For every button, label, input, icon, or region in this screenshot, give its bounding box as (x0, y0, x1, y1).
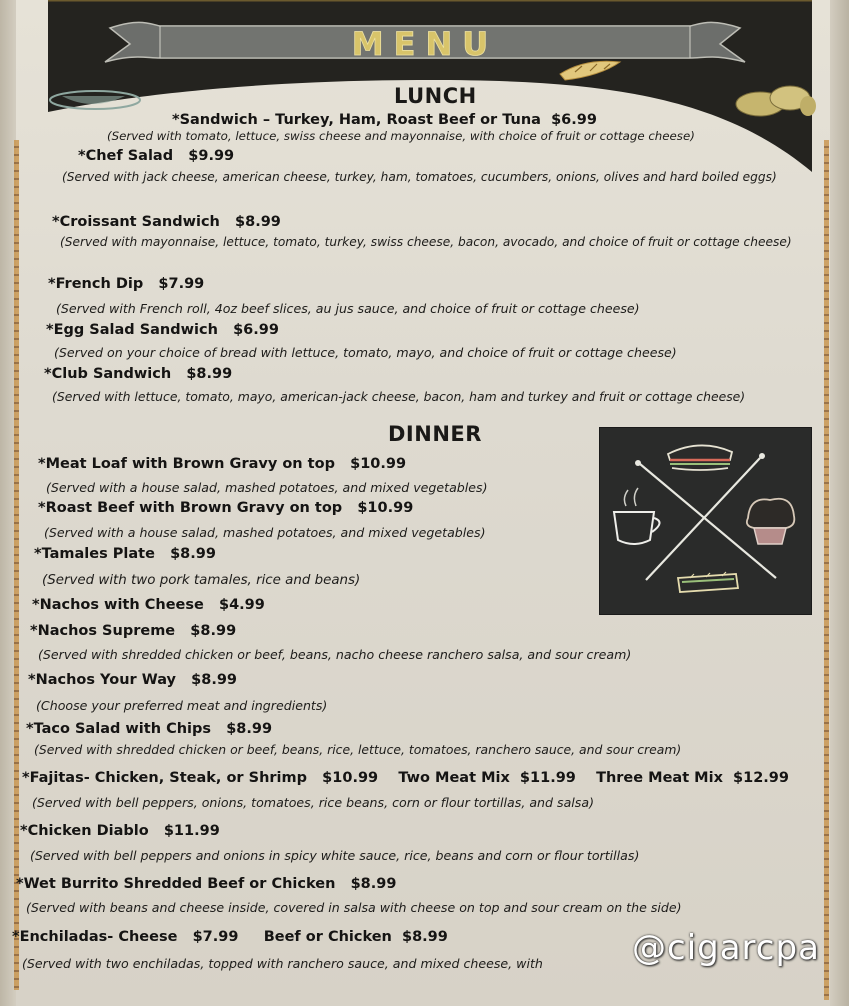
item-name: *Croissant Sandwich (52, 214, 220, 230)
item-name: *Nachos Your Way (28, 672, 176, 688)
item-name: *Roast Beef with Brown Gravy on top (38, 500, 343, 516)
item-name: *Taco Salad with Chips (26, 721, 212, 737)
menu-item-sandwich (172, 112, 597, 128)
item-name: *Nachos Supreme (30, 623, 176, 639)
menu-item-tamales-plate (34, 546, 216, 562)
item-name: *Wet Burrito Shredded Beef or Chicken (16, 876, 336, 892)
item-price: $10.99 (322, 770, 379, 786)
item-name: *Meat Loaf with Brown Gravy on top (38, 456, 335, 472)
item-price: $6.99 (233, 322, 279, 338)
item-extra-pricing: Beef or Chicken $8.99 (263, 929, 448, 945)
menu-item-meat-loaf (38, 456, 406, 472)
menu-item-french-dip (48, 276, 204, 292)
item-price: $8.99 (191, 672, 238, 688)
item-name: *Enchiladas- Cheese (12, 929, 178, 945)
menu-item-enchiladas (12, 929, 448, 945)
menu-item-roast-beef (38, 500, 413, 516)
dinner-heading: DINNER (388, 422, 482, 446)
item-description: (Served with beans and cheese inside, covered in salsa with cheese on top and sour cream on the side) (26, 900, 682, 915)
item-description: (Served with shredded chicken or beef, beans, rice, lettuce, tomatoes, ranchero sauce, and sour cream) (34, 742, 682, 757)
menu-item-egg-salad-sandwich (46, 322, 279, 338)
item-price: $4.99 (218, 597, 265, 613)
muffin-icon (747, 499, 794, 544)
item-description: (Served with lettuce, tomato, mayo, american-jack cheese, bacon, ham and turkey and fruit or cottage cheese) (52, 389, 746, 404)
menu-item-fajitas (22, 770, 789, 786)
panini-icon (678, 572, 738, 592)
item-description: (Served with French roll, 4oz beef slices, au jus sauce, and choice of fruit or cottage cheese) (56, 301, 640, 316)
item-name: *French Dip (48, 276, 144, 292)
menu-item-chicken-diablo (20, 823, 220, 839)
decorative-border-left (14, 140, 19, 990)
sandwich-icon (668, 445, 732, 470)
menu-item-wet-burrito (16, 876, 396, 892)
item-description: (Served with a house salad, mashed potatoes, and mixed vegetables) (46, 480, 488, 495)
item-name: *Egg Salad Sandwich (46, 322, 218, 338)
decorative-border-right (824, 140, 829, 1000)
item-description: (Served with two enchiladas, topped with ranchero sauce, and mixed cheese, with (22, 956, 543, 971)
item-description: (Served with two pork tamales, rice and beans) (42, 573, 361, 588)
item-description: (Served with a house salad, mashed potatoes, and mixed vegetables) (44, 525, 486, 540)
item-name: *Club Sandwich (44, 366, 172, 382)
item-name: *Tamales Plate (34, 546, 155, 562)
item-price: $10.99 (357, 500, 414, 516)
item-price: $8.99 (350, 876, 397, 892)
chalkboard-illustration (600, 428, 811, 614)
item-name: *Nachos with Cheese (32, 597, 204, 613)
item-price: $7.99 (192, 929, 239, 945)
item-name: *Chicken Diablo (20, 823, 149, 839)
item-description: (Served with jack cheese, american cheese, turkey, ham, tomatoes, cucumbers, onions, olives and hard boiled eggs) (62, 170, 777, 184)
item-price: $8.99 (235, 214, 281, 230)
menu-item-nachos-your-way (28, 672, 237, 688)
item-description: (Served with shredded chicken or beef, beans, nacho cheese ranchero salsa, and sour cream) (38, 647, 632, 662)
item-description: (Served with bell peppers, onions, tomatoes, rice beans, corn or flour tortillas, and salsa) (32, 795, 594, 810)
item-price: $10.99 (350, 456, 407, 472)
item-description: (Served with tomato, lettuce, swiss cheese and mayonnaise, with choice of fruit or cottage cheese) (107, 129, 695, 143)
coffee-cup-icon (614, 488, 660, 544)
item-description: (Served with bell peppers and onions in spicy white sauce, rice, beans and corn or flour tortillas) (30, 848, 640, 863)
watermark-handle: @cigarcpa (632, 928, 820, 968)
item-description: (Served with mayonnaise, lettuce, tomato, turkey, swiss cheese, bacon, avocado, and choice of fruit or cottage cheese) (60, 235, 792, 249)
lunch-heading: LUNCH (394, 84, 477, 108)
menu-item-chef-salad (78, 148, 234, 164)
item-name: *Fajitas- Chicken, Steak, or Shrimp (22, 770, 308, 786)
item-price: $8.99 (190, 623, 237, 639)
menu-item-club-sandwich (44, 366, 232, 382)
item-price: $8.99 (226, 721, 273, 737)
menu-item-nachos-supreme (30, 623, 236, 639)
menu-title: MENU (351, 25, 499, 63)
item-price: $8.99 (170, 546, 216, 562)
menu-item-taco-salad (26, 721, 272, 737)
item-description: (Served on your choice of bread with lettuce, tomato, mayo, and choice of fruit or cottage cheese) (54, 345, 677, 360)
item-price: $7.99 (158, 276, 205, 292)
item-name: *Sandwich – Turkey, Ham, Roast Beef or Tuna (172, 112, 541, 128)
item-price: $11.99 (163, 823, 220, 839)
item-price: $9.99 (188, 148, 235, 164)
item-extra-pricing: Two Meat Mix $11.99 Three Meat Mix $12.99 (398, 770, 789, 786)
menu-item-nachos-with-cheese (32, 597, 265, 613)
item-description: (Choose your preferred meat and ingredients) (36, 698, 328, 713)
menu-item-croissant-sandwich (52, 214, 281, 230)
item-price: $6.99 (551, 112, 597, 128)
item-price: $8.99 (186, 366, 233, 382)
item-name: *Chef Salad (78, 148, 174, 164)
